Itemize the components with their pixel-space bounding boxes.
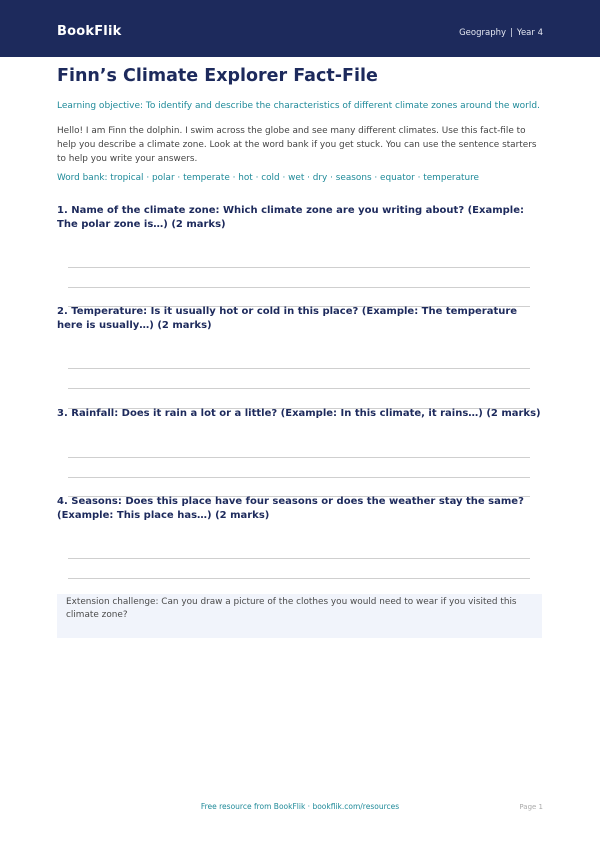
answer-line: [68, 558, 530, 559]
intro-paragraph: Hello! I am Finn the dolphin. I swim across the globe and see many different climates. Use this fact-file to help you describe a climate zone. Look at the word bank if you get stuck. You can use the sentence starters to help you write your answers.: [57, 126, 537, 164]
word-bank: Word bank: tropical · polar · temperate · hot · cold · wet · dry · seasons · equator · temperature: [57, 173, 480, 183]
answer-line: [68, 267, 530, 268]
question-1: 1. Name of the climate zone: Which climate zone are you writing about? (Example: The polar zone is…) (2 marks): [57, 205, 524, 230]
question-2: 2. Temperature: Is it usually hot or cold in this place? (Example: The temperature here is usually…) (2 marks): [57, 306, 518, 331]
subject-label: Geography: [459, 28, 507, 38]
answer-line: [68, 287, 530, 288]
year-label: Year 4: [516, 28, 543, 38]
page-number: Page 1: [519, 803, 543, 811]
answer-line: [68, 368, 530, 369]
answer-line: [68, 477, 530, 478]
answer-line: [68, 388, 530, 389]
header-bar: [0, 0, 600, 57]
question-4: 4. Seasons: Does this place have four seasons or does the weather stay the same? (Example: This place has…) (2 marks): [57, 496, 524, 521]
answer-line: [68, 578, 530, 579]
answer-line: [68, 457, 530, 458]
learning-objective: Learning objective: To identify and describe the characteristics of different climate zones around the world.: [57, 101, 540, 111]
brand-logo-text: BookFlik: [57, 24, 122, 39]
subject-year-label: [459, 28, 543, 38]
footer-link[interactable]: Free resource from BookFlik · bookflik.com/resources: [200, 802, 400, 811]
worksheet-title: Finn’s Climate Explorer Fact-File: [57, 66, 378, 86]
meta-separator: |: [510, 28, 513, 38]
question-3: 3. Rainfall: Does it rain a lot or a little? (Example: In this climate, it rains…) (2 marks): [57, 408, 541, 419]
extension-challenge-text: Extension challenge: Can you draw a picture of the clothes you would need to wear if you visited this climate zone?: [66, 597, 517, 620]
extension-challenge-box: [57, 594, 542, 638]
